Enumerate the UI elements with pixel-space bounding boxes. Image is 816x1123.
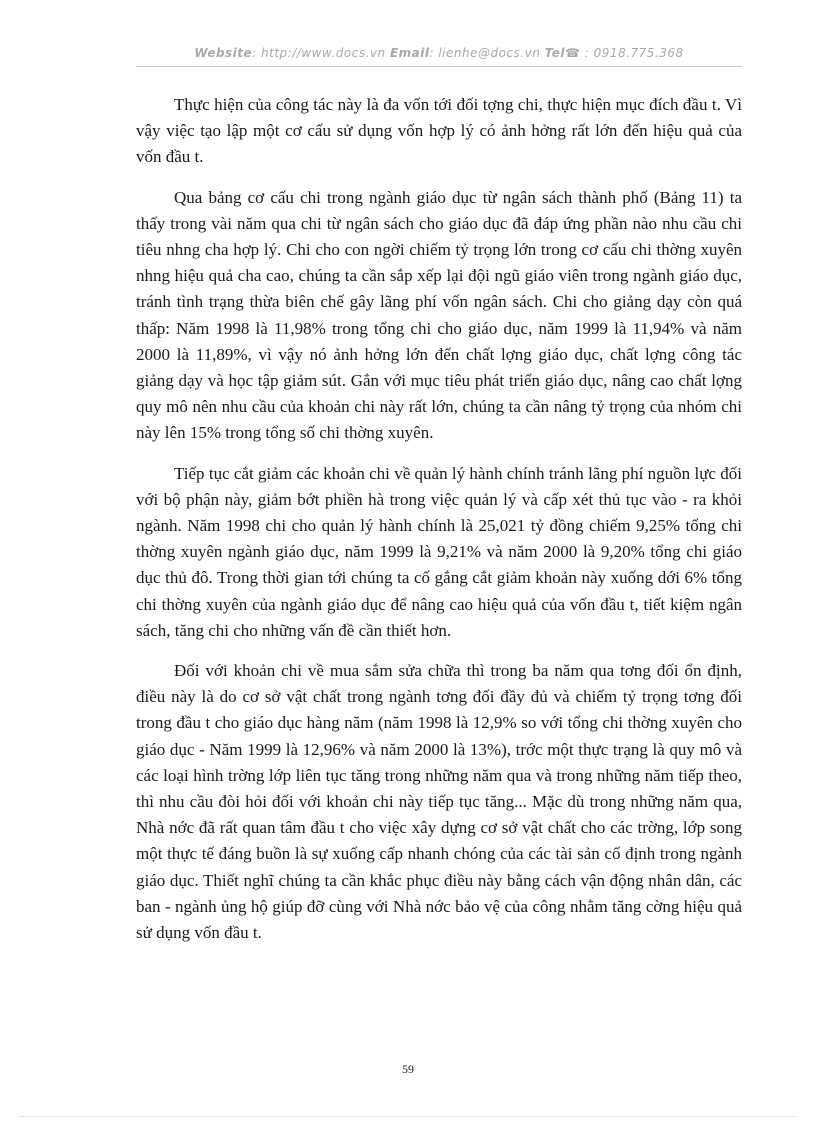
email-label: Email [389, 46, 430, 60]
paragraph-3: Tiếp tục cắt giảm các khoản chi về quản lý hành chính tránh lãng phí nguồn lực đối với bộ phận này, giảm bớt phiền hà trong việc quản lý và cấp xét thủ tục vào - ra khỏi ngành. Năm 1998 chi cho quản lý hành chính là 25,021 tỷ đồng chiếm 9,25% tổng chi thờng xuyên ngành giáo dục, năm 1999 là 9,21% và năm 2000 là 9,20% tổng chi giáo dục thủ đô. Trong thời gian tới chúng ta cố gắng cắt giảm khoản này xuống dới 6% tổng chi thờng xuyên của ngành giáo dục để nâng cao hiệu quả của vốn đầu t, tiết kiệm ngân sách, tăng chi cho những vấn đề cần thiết hơn. [136, 463, 742, 640]
tel-label: Tel [544, 46, 566, 60]
email-value: : lienhe@docs.vn [429, 46, 541, 60]
header-divider [136, 66, 742, 67]
page-number: 59 [402, 1062, 414, 1076]
tel-value: ☎ : 0918.775.368 [565, 46, 684, 60]
paragraph-2: Qua bảng cơ cấu chi trong ngành giáo dục từ ngân sách thành phố (Bảng 11) ta thấy trong vài năm qua chi từ ngân sách cho giáo dục đã đáp ứng phần nào nhu cầu chi tiêu nhng cha hợp lý. Chi cho con ngời chiếm tỷ trọng lớn trong cơ cấu chi thờng xuyên nhng hiệu quả cha cao, chúng ta cần sắp xếp lại đội ngũ giáo viên trong ngành giáo dục, tránh tình trạng thừa biên chế gây lãng phí vốn ngân sách. Chi cho giảng dạy còn quá thấp: Năm 1998 là 11,98% trong tổng chi cho giáo dục, năm 1999 là 11,94% và năm 2000 là 11,89%, vì vậy nó ảnh hởng lớn đến chất lợng giáo dục, chất lợng công tác giảng dạy và học tập giảm sút. Gắn với mục tiêu phát triển giáo dục, nâng cao chất lợng quy mô nên nhu cầu của khoản chi này rất lớn, chúng ta cần nâng tỷ trọng của nhóm chi này lên 15% trong tổng số chi thờng xuyên. [136, 187, 742, 443]
paragraph-1: Thực hiện của công tác này là đa vốn tới đối tợng chi, thực hiện mục đích đầu t. Vì vậy việc tạo lập một cơ cấu sử dụng vốn hợp lý có ảnh hởng rất lớn đến hiệu quả của vốn đầu t. [136, 95, 742, 167]
page-header [136, 46, 742, 66]
website-label: Website [194, 46, 253, 60]
document-body [136, 92, 742, 960]
paragraph-4: Đối với khoản chi về mua sắm sửa chữa thì trong ba năm qua tơng đối ổn định, điều này là do cơ sở vật chất trong ngành tơng đối đầy đủ và chiếm tỷ trọng tơng đối trong đầu t cho giáo dục hàng năm (năm 1998 là 12,9% so với tổng chi thờng xuyên cho giáo dục - Năm 1999 là 12,96% và năm 2000 là 13%), trớc một thực trạng là quy mô và các loại hình trờng lớp liên tục tăng trong những năm qua và trong những năm tiếp theo, thì nhu cầu đòi hỏi đối với khoản chi này tiếp tục tăng... Mặc dù trong những năm qua, Nhà nớc đã rất quan tâm đầu t cho việc xây dựng cơ sở vật chất cho các trờng, lớp song một thực tế đáng buồn là sự xuống cấp nhanh chóng của các tài sản cố định trong ngành giáo dục. Thiết nghĩ chúng ta cần khắc phục điều này bằng cách vận động nhân dân, các ban - ngành ủng hộ giúp đỡ cùng với Nhà nớc bảo vệ của công nhằm tăng cờng hiệu quả sử dụng vốn đầu t. [136, 661, 742, 943]
footer-divider [20, 1116, 796, 1117]
website-value: : http://www.docs.vn [252, 46, 386, 60]
